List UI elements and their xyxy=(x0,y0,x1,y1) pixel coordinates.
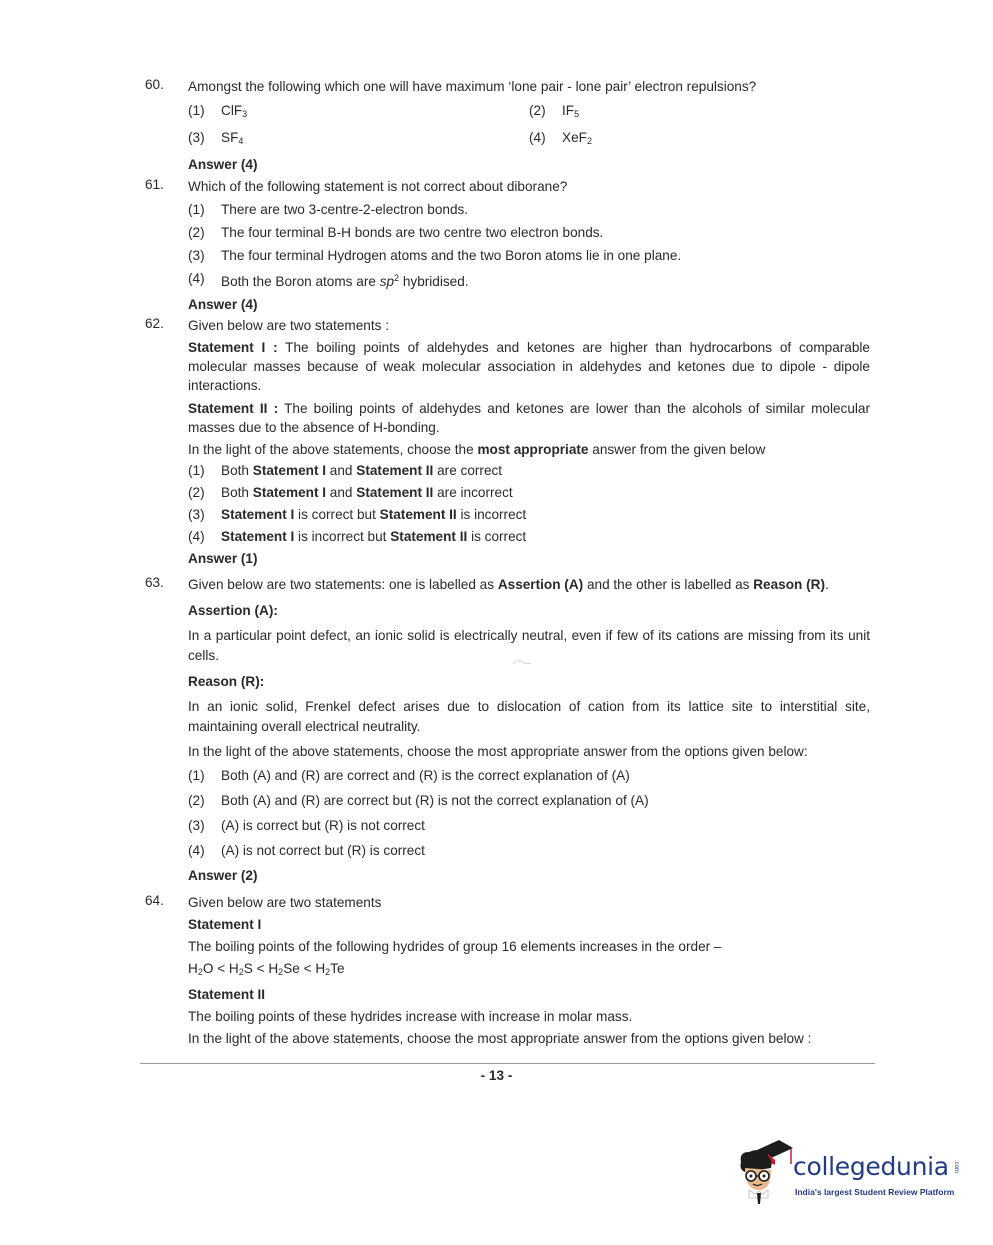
statement-2-text: The boiling points of these hydrides increase with increase in molar mass. xyxy=(188,1009,633,1024)
option-4: (4) XeF$_2$ xyxy=(529,130,592,146)
question-number: 60. xyxy=(145,77,164,92)
option-1: (1) Both Statement I and Statement II are correct xyxy=(188,463,503,478)
option-4: (4) Statement I is incorrect but Statement II is correct xyxy=(188,529,527,544)
statement-2-label: Statement II xyxy=(188,987,266,1002)
option-3: (3) The four terminal Hydrogen atoms and the two Boron atoms lie in one plane. xyxy=(188,248,682,263)
option-1: (1) Both (A) and (R) are correct and (R) is the correct explanation of (A) xyxy=(188,768,630,783)
hydride-order: $H_2O < H_2S < H_2Se < H_2Te$ xyxy=(188,961,345,977)
page-number: - 13 - xyxy=(480,1068,513,1083)
question-prompt: In the light of the above statements, choose the most appropriate answer from the options given below : xyxy=(188,1031,812,1046)
statement-1-label: Statement I xyxy=(188,917,262,932)
option-2: (2) The four terminal B-H bonds are two centre two electron bonds. xyxy=(188,225,604,240)
collegedunia-logo xyxy=(735,1138,965,1208)
student-mascot-icon xyxy=(735,1138,795,1208)
option-3: (3) Statement I is correct but Statement II is incorrect xyxy=(188,507,527,522)
assertion-label: Assertion (A): xyxy=(188,603,278,618)
option-3: (3) $SF_4$ xyxy=(188,130,244,146)
answer: Answer (2) xyxy=(188,868,258,883)
logo-tagline: India's largest Student Review Platform xyxy=(795,1187,955,1197)
question-intro: Given below are two statements : xyxy=(188,318,389,333)
option-4: (4) Both the Boron atoms are $sp^2$ hybridised. xyxy=(188,271,469,289)
reason-text: In an ionic solid, Frenkel defect arises due to dislocation of cation from its lattice site to interstitial site, maintaining overall electrical neutrality. xyxy=(188,699,870,734)
question-64 xyxy=(145,893,870,1050)
option-2: (2) Both (A) and (R) are correct but (R) is not the correct explanation of (A) xyxy=(188,793,649,808)
question-intro: Given below are two statements: one is labelled as Assertion (A) and the other is labelled as Reason (R). xyxy=(188,577,829,592)
answer: Answer (4) xyxy=(188,297,258,312)
statement-1-text: The boiling points of the following hydrides of group 16 elements increases in the order – xyxy=(188,939,722,954)
scan-mark-icon xyxy=(512,657,532,667)
assertion-text: In a particular point defect, an ionic solid is electrically neutral, even if few of its cations are missing from its unit cells. xyxy=(188,628,870,663)
statement-2: Statement II : The boiling points of aldehydes and ketones are lower than the alcohols of similar molecular masses due to the absence of H-bonding. xyxy=(188,401,871,435)
question-63 xyxy=(145,575,870,888)
footer-divider xyxy=(140,1063,875,1064)
question-text: Which of the following statement is not correct about diborane? xyxy=(188,179,568,194)
option-2: (2) Both Statement I and Statement II are incorrect xyxy=(188,485,513,500)
question-prompt: In the light of the above statements, choose the most appropriate answer from the given below xyxy=(188,442,766,457)
question-60 xyxy=(145,77,870,177)
option-3: (3) (A) is correct but (R) is not correct xyxy=(188,818,425,833)
question-number: 63. xyxy=(145,575,164,590)
question-number: 62. xyxy=(145,316,164,331)
question-62 xyxy=(145,316,870,570)
option-2: (2) $IF_5$ xyxy=(529,103,580,119)
option-4: (4) (A) is not correct but (R) is correct xyxy=(188,843,425,858)
logo-domain: .com xyxy=(953,1160,959,1174)
option-1: (1) ClF$_3$ xyxy=(188,103,248,119)
question-number: 64. xyxy=(145,893,164,908)
reason-label: Reason (R): xyxy=(188,674,265,689)
logo-wordmark: collegedunia xyxy=(793,1152,949,1181)
question-61 xyxy=(145,177,870,316)
answer: Answer (1) xyxy=(188,551,258,566)
question-number: 61. xyxy=(145,177,164,192)
statement-1: Statement I : The boiling points of aldehydes and ketones are higher than hydrocarbons of comparable molecular masses because of weak molecular association in aldehydes and ketones due to dipole - dipole interactions. xyxy=(188,340,870,393)
question-prompt: In the light of the above statements, choose the most appropriate answer from the options given below: xyxy=(188,744,808,759)
answer: Answer (4) xyxy=(188,157,258,172)
option-1: (1) There are two 3-centre-2-electron bonds. xyxy=(188,202,469,217)
question-intro: Given below are two statements xyxy=(188,895,382,910)
question-text: Amongst the following which one will have maximum ‘lone pair - lone pair’ electron repulsions? xyxy=(188,79,757,94)
